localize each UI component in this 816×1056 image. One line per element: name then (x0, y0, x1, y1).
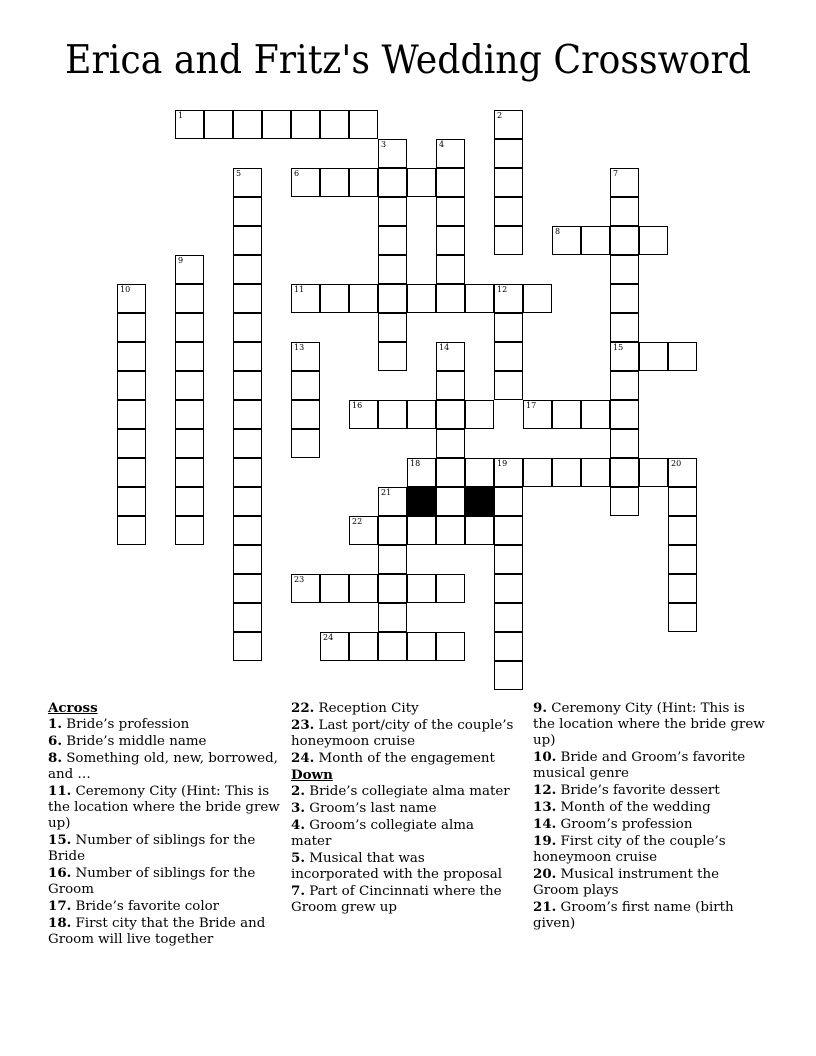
grid-cell[interactable] (233, 342, 262, 371)
grid-cell[interactable] (117, 400, 146, 429)
clue-item-text: Groom’s first name (birth given) (533, 900, 734, 931)
grid-cell[interactable] (117, 342, 146, 371)
clue-item (291, 717, 516, 750)
grid-cell[interactable] (378, 487, 407, 516)
clue-number: 13 (294, 343, 305, 352)
clue-item (533, 833, 765, 866)
grid-cell[interactable] (378, 516, 407, 545)
clue-item-number: 9. (533, 700, 547, 716)
clue-item (48, 832, 280, 865)
grid-cell[interactable] (233, 284, 262, 313)
grid-cell[interactable] (581, 458, 610, 487)
grid-cell[interactable] (349, 632, 378, 661)
black-cell (465, 487, 494, 516)
clue-item (48, 733, 280, 750)
grid-cell[interactable] (291, 429, 320, 458)
grid-cell[interactable] (552, 400, 581, 429)
grid-cell[interactable] (291, 342, 320, 371)
grid-cell[interactable] (465, 284, 494, 313)
grid-cell[interactable] (436, 168, 465, 197)
clue-number: 6 (294, 169, 300, 178)
clue-number: 4 (439, 140, 445, 149)
grid-cell[interactable] (639, 458, 668, 487)
clue-item (291, 800, 516, 817)
grid-cell[interactable] (233, 487, 262, 516)
clue-number: 18 (410, 459, 421, 468)
clue-item (291, 783, 516, 800)
clue-item-text: Number of siblings for the Bride (48, 833, 256, 864)
grid-cell[interactable] (523, 284, 552, 313)
clue-number: 9 (178, 256, 184, 265)
grid-cell[interactable] (378, 226, 407, 255)
grid-cell[interactable] (552, 226, 581, 255)
clue-item-text: Part of Cincinnati where the Groom grew up (291, 884, 502, 915)
clue-number: 15 (613, 343, 624, 352)
clue-item (291, 750, 516, 767)
grid-cell[interactable] (233, 574, 262, 603)
grid-cell[interactable] (291, 110, 320, 139)
grid-cell[interactable] (233, 400, 262, 429)
clue-item (533, 816, 765, 833)
grid-cell[interactable] (320, 574, 349, 603)
grid-cell[interactable] (494, 632, 523, 661)
grid-cell[interactable] (378, 197, 407, 226)
black-cell (407, 487, 436, 516)
grid-cell[interactable] (291, 371, 320, 400)
clue-item-number: 19. (533, 833, 557, 849)
grid-cell[interactable] (436, 226, 465, 255)
clue-item-text: First city of the couple’s honeymoon cruise (533, 834, 726, 865)
clue-item-number: 16. (48, 865, 72, 881)
grid-cell[interactable] (436, 574, 465, 603)
clue-column-2 (291, 700, 516, 916)
clue-item-text: Month of the engagement (314, 751, 495, 766)
grid-cell[interactable] (204, 110, 233, 139)
grid-cell[interactable] (668, 545, 697, 574)
clue-item-number: 12. (533, 782, 557, 798)
clue-item-text: Groom’s last name (304, 801, 437, 816)
clue-item (291, 817, 516, 850)
grid-cell[interactable] (494, 110, 523, 139)
grid-cell[interactable] (291, 168, 320, 197)
grid-cell[interactable] (494, 545, 523, 574)
clue-item-number: 15. (48, 832, 72, 848)
grid-cell[interactable] (262, 110, 291, 139)
clue-number: 19 (497, 459, 508, 468)
clue-number: 20 (671, 459, 682, 468)
clue-item (533, 866, 765, 899)
grid-cell[interactable] (668, 458, 697, 487)
grid-cell[interactable] (610, 371, 639, 400)
clue-number: 22 (352, 517, 363, 526)
grid-cell[interactable] (494, 168, 523, 197)
clue-item-number: 11. (48, 783, 72, 799)
grid-cell[interactable] (581, 400, 610, 429)
grid-cell[interactable] (378, 255, 407, 284)
grid-cell[interactable] (610, 400, 639, 429)
grid-cell[interactable] (175, 313, 204, 342)
grid-cell[interactable] (175, 255, 204, 284)
grid-cell[interactable] (349, 110, 378, 139)
clue-number: 23 (294, 575, 305, 584)
grid-cell[interactable] (175, 458, 204, 487)
clue-item-number: 21. (533, 899, 557, 915)
grid-cell[interactable] (639, 226, 668, 255)
clue-item-text: Bride’s favorite color (71, 899, 220, 914)
clue-number: 5 (236, 169, 242, 178)
grid-cell[interactable] (494, 371, 523, 400)
clue-item (533, 782, 765, 799)
clue-item (48, 750, 280, 783)
grid-cell[interactable] (436, 139, 465, 168)
clue-item-number: 20. (533, 866, 557, 882)
grid-cell[interactable] (378, 545, 407, 574)
grid-cell[interactable] (233, 226, 262, 255)
clue-column-3 (533, 700, 765, 932)
clue-number: 12 (497, 285, 508, 294)
clue-item-number: 1. (48, 716, 62, 732)
grid-cell[interactable] (378, 632, 407, 661)
grid-cell[interactable] (320, 168, 349, 197)
grid-cell[interactable] (233, 429, 262, 458)
clue-number: 2 (497, 111, 503, 120)
grid-cell[interactable] (233, 110, 262, 139)
grid-cell[interactable] (117, 313, 146, 342)
clue-item-number: 8. (48, 750, 62, 766)
clue-item-number: 3. (291, 800, 305, 816)
clue-item-text: Groom’s profession (556, 817, 693, 832)
clue-item-text: Ceremony City (Hint: This is the location where the bride grew up) (533, 701, 765, 748)
clue-item-text: Month of the wedding (556, 800, 711, 815)
clue-item-text: Last port/city of the couple’s honeymoon cruise (291, 718, 514, 749)
grid-cell[interactable] (523, 458, 552, 487)
grid-cell[interactable] (668, 487, 697, 516)
grid-cell[interactable] (610, 313, 639, 342)
grid-cell[interactable] (349, 574, 378, 603)
grid-cell[interactable] (436, 371, 465, 400)
grid-cell[interactable] (494, 284, 523, 313)
grid-cell[interactable] (320, 284, 349, 313)
clue-item-text: Something old, new, borrowed, and … (48, 751, 278, 782)
grid-cell[interactable] (436, 197, 465, 226)
clue-item-text: Bride and Groom’s favorite musical genre (533, 750, 746, 781)
grid-cell[interactable] (117, 284, 146, 313)
clue-item-number: 14. (533, 816, 557, 832)
clue-item-number: 5. (291, 850, 305, 866)
grid-cell[interactable] (175, 342, 204, 371)
grid-cell[interactable] (233, 255, 262, 284)
grid-cell[interactable] (436, 632, 465, 661)
grid-cell[interactable] (465, 400, 494, 429)
grid-cell[interactable] (494, 574, 523, 603)
grid-cell[interactable] (378, 574, 407, 603)
clue-item (533, 749, 765, 782)
grid-cell[interactable] (436, 458, 465, 487)
clue-number: 10 (120, 285, 131, 294)
clue-number: 14 (439, 343, 450, 352)
grid-cell[interactable] (552, 458, 581, 487)
grid-cell[interactable] (581, 226, 610, 255)
clue-item (48, 716, 280, 733)
grid-cell[interactable] (175, 110, 204, 139)
clue-item-number: 13. (533, 799, 557, 815)
grid-cell[interactable] (436, 400, 465, 429)
grid-cell[interactable] (407, 284, 436, 313)
grid-cell[interactable] (378, 139, 407, 168)
grid-cell[interactable] (407, 168, 436, 197)
clue-item-text: Bride’s collegiate alma mater (304, 784, 510, 799)
grid-cell[interactable] (523, 400, 552, 429)
page-title: Erica and Fritz's Wedding Crossword (64, 38, 752, 83)
grid-cell[interactable] (117, 487, 146, 516)
clue-item (533, 899, 765, 932)
grid-cell[interactable] (494, 603, 523, 632)
grid-cell[interactable] (494, 313, 523, 342)
clue-item-text: Musical instrument the Groom plays (533, 867, 720, 898)
grid-cell[interactable] (494, 139, 523, 168)
grid-cell[interactable] (175, 284, 204, 313)
clue-item (48, 783, 280, 832)
clue-column-1 (48, 700, 280, 948)
grid-cell[interactable] (436, 284, 465, 313)
grid-cell[interactable] (175, 429, 204, 458)
clue-number: 11 (294, 285, 305, 294)
grid-cell[interactable] (494, 487, 523, 516)
grid-cell[interactable] (668, 574, 697, 603)
grid-cell[interactable] (233, 545, 262, 574)
grid-cell[interactable] (378, 284, 407, 313)
grid-cell[interactable] (407, 516, 436, 545)
clue-item-number: 22. (291, 700, 315, 716)
grid-cell[interactable] (320, 110, 349, 139)
grid-cell[interactable] (291, 284, 320, 313)
clue-item-text: Bride’s middle name (61, 734, 207, 749)
clue-item-text: Number of siblings for the Groom (48, 866, 256, 897)
grid-cell[interactable] (233, 168, 262, 197)
grid-cell[interactable] (233, 313, 262, 342)
grid-cell[interactable] (610, 429, 639, 458)
grid-cell[interactable] (436, 255, 465, 284)
grid-cell[interactable] (378, 603, 407, 632)
clue-number: 16 (352, 401, 363, 410)
grid-cell[interactable] (436, 487, 465, 516)
grid-cell[interactable] (233, 197, 262, 226)
grid-cell[interactable] (465, 458, 494, 487)
clue-item (291, 700, 516, 717)
clue-item (533, 700, 765, 749)
grid-cell[interactable] (436, 429, 465, 458)
clue-number: 1 (178, 111, 184, 120)
clue-item (291, 850, 516, 883)
clue-item-number: 18. (48, 915, 72, 931)
clue-number: 3 (381, 140, 387, 149)
grid-cell[interactable] (117, 458, 146, 487)
grid-cell[interactable] (175, 487, 204, 516)
grid-cell[interactable] (610, 487, 639, 516)
grid-cell[interactable] (494, 226, 523, 255)
clue-item-text: Bride’s favorite dessert (556, 783, 720, 798)
clue-item-number: 7. (291, 883, 305, 899)
grid-cell[interactable] (378, 168, 407, 197)
clue-number: 24 (323, 633, 334, 642)
grid-cell[interactable] (117, 371, 146, 400)
grid-cell[interactable] (494, 458, 523, 487)
grid-cell[interactable] (349, 400, 378, 429)
grid-cell[interactable] (233, 458, 262, 487)
grid-cell[interactable] (407, 632, 436, 661)
grid-cell[interactable] (436, 342, 465, 371)
grid-cell[interactable] (407, 574, 436, 603)
grid-cell[interactable] (117, 516, 146, 545)
grid-cell[interactable] (407, 458, 436, 487)
clue-item-number: 4. (291, 817, 305, 833)
grid-cell[interactable] (233, 603, 262, 632)
grid-cell[interactable] (494, 661, 523, 690)
clue-number: 7 (613, 169, 619, 178)
clue-number: 21 (381, 488, 392, 497)
clue-item-number: 2. (291, 783, 305, 799)
grid-cell[interactable] (668, 342, 697, 371)
clue-item-number: 23. (291, 717, 315, 733)
grid-cell[interactable] (378, 313, 407, 342)
clue-item (48, 898, 280, 915)
grid-cell[interactable] (610, 342, 639, 371)
grid-cell[interactable] (175, 371, 204, 400)
grid-cell[interactable] (610, 226, 639, 255)
grid-cell[interactable] (494, 342, 523, 371)
clue-item (48, 915, 280, 948)
grid-cell[interactable] (175, 400, 204, 429)
grid-cell[interactable] (407, 400, 436, 429)
clue-number: 8 (555, 227, 561, 236)
grid-cell[interactable] (494, 516, 523, 545)
grid-cell[interactable] (117, 429, 146, 458)
clue-item-text: Reception City (314, 701, 419, 716)
clue-item-number: 24. (291, 750, 315, 766)
clue-section-header: Across (48, 700, 98, 716)
grid-cell[interactable] (610, 168, 639, 197)
clue-number: 17 (526, 401, 537, 410)
grid-cell[interactable] (349, 284, 378, 313)
clue-item-number: 17. (48, 898, 72, 914)
clue-item-text: Ceremony City (Hint: This is the location where the bride grew up) (48, 784, 280, 831)
grid-cell[interactable] (291, 400, 320, 429)
grid-cell[interactable] (610, 255, 639, 284)
grid-cell[interactable] (668, 603, 697, 632)
clue-item-text: Musical that was incorporated with the proposal (291, 851, 503, 882)
clue-item-number: 10. (533, 749, 557, 765)
clue-item-number: 6. (48, 733, 62, 749)
grid-cell[interactable] (320, 632, 349, 661)
grid-cell[interactable] (233, 516, 262, 545)
grid-cell[interactable] (175, 516, 204, 545)
grid-cell[interactable] (349, 168, 378, 197)
grid-cell[interactable] (436, 516, 465, 545)
grid-cell[interactable] (349, 516, 378, 545)
clue-item-text: First city that the Bride and Groom will live together (48, 916, 266, 947)
grid-cell[interactable] (378, 342, 407, 371)
clue-item-text: Bride’s profession (61, 717, 190, 732)
clue-section-header: Down (291, 767, 333, 783)
grid-cell[interactable] (378, 400, 407, 429)
grid-cell[interactable] (610, 458, 639, 487)
grid-cell[interactable] (610, 284, 639, 313)
grid-cell[interactable] (610, 197, 639, 226)
clue-item (48, 865, 280, 898)
grid-cell[interactable] (291, 574, 320, 603)
grid-cell[interactable] (668, 516, 697, 545)
grid-cell[interactable] (465, 516, 494, 545)
clue-item (291, 883, 516, 916)
clue-item-text: Groom’s collegiate alma mater (291, 818, 474, 849)
grid-cell[interactable] (233, 632, 262, 661)
clue-item (533, 799, 765, 816)
grid-cell[interactable] (233, 371, 262, 400)
grid-cell[interactable] (639, 342, 668, 371)
grid-cell[interactable] (494, 197, 523, 226)
